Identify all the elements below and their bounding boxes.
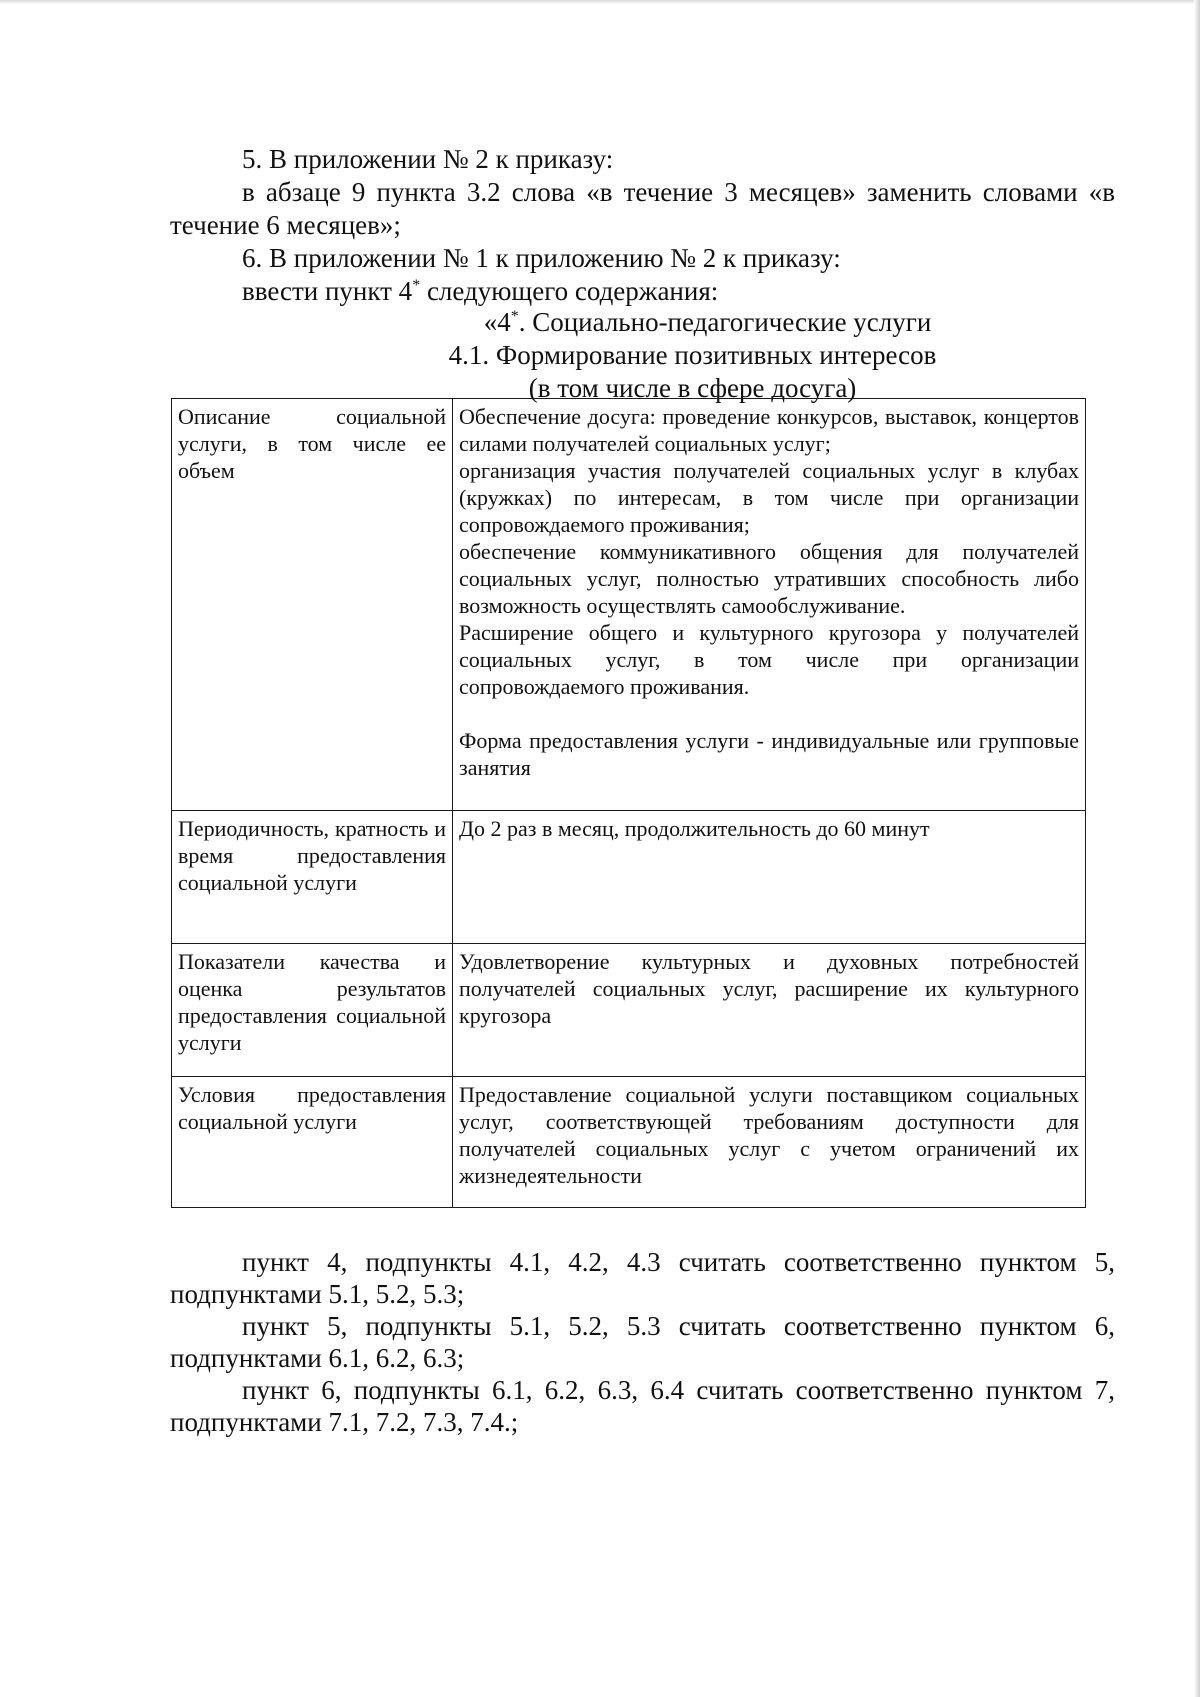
- heading-number: «4: [483, 307, 511, 337]
- scan-shadow-top: [0, 0, 1200, 4]
- row-value-quality: Удовлетворение культурных и духовных потребностей получателей социальных услуг, расширение их культурного кругозора: [453, 944, 1086, 1077]
- heading-asterisk: *: [510, 308, 519, 325]
- heading-title: . Социально-педагогические услуги: [518, 307, 932, 337]
- row-value-conditions: Предоставление социальной услуги поставщиком социальных услуг, соответствующей требованиям доступности для получателей социальных услуг с учетом ограничений их жизнедеятельности: [453, 1077, 1086, 1208]
- outro-section: [170, 1246, 1115, 1438]
- intro-paragraph-vvesti: [170, 275, 1115, 308]
- intro-paragraph-6: 6. В приложении № 1 к приложению № 2 к приказу:: [242, 243, 841, 273]
- intro-paragraph-5: 5. В приложении № 2 к приказу:: [242, 144, 614, 174]
- description-line: Обеспечение досуга: проведение конкурсов, выставок, концертов силами получателей социальных услуг;: [459, 404, 1079, 456]
- table-row: [172, 811, 1086, 944]
- row-label-quality: Показатели качества и оценка результатов предоставления социальной услуги: [172, 944, 453, 1077]
- outro-paragraph-1: пункт 4, подпункты 4.1, 4.2, 4.3 считать соответственно пунктом 5, подпунктами 5.1, 5.2, 5.3;: [170, 1247, 1115, 1309]
- asterisk-superscript: *: [412, 277, 421, 294]
- intro-vvesti-rest: следующего содержания:: [420, 276, 719, 306]
- table-row: [172, 1077, 1086, 1208]
- description-form: Форма предоставления услуги - индивидуальные или групповые занятия: [459, 728, 1079, 780]
- heading-line-3: (в том числе в сфере досуга): [528, 373, 857, 403]
- row-value-periodicity: До 2 раз в месяц, продолжительность до 60 минут: [453, 811, 1086, 944]
- description-line: организация участия получателей социальных услуг в клубах (кружках) по интересам, в том числе при организации сопровождаемого проживания;: [459, 458, 1079, 537]
- heading-line-1: [170, 306, 1115, 339]
- description-line: обеспечение коммуникативного общения для получателей социальных услуг, полностью утративших способность либо возможность осуществлять самообслуживание.: [459, 539, 1079, 618]
- service-table: [171, 398, 1086, 1208]
- service-heading: [170, 306, 1115, 405]
- description-line: Расширение общего и культурного кругозора у получателей социальных услуг, в том числе при организации сопровождаемого проживания.: [459, 620, 1079, 699]
- table-row: [172, 944, 1086, 1077]
- description-spacer: [459, 700, 1079, 727]
- intro-section: [170, 143, 1115, 308]
- row-value-description: [453, 399, 1086, 811]
- row-label-periodicity: Периодичность, кратность и время предоставления социальной услуги: [172, 811, 453, 944]
- heading-line-2: 4.1. Формирование позитивных интересов: [448, 340, 937, 370]
- intro-paragraph-abzac: в абзаце 9 пункта 3.2 слова «в течение 3 месяцев» заменить словами «в течение 6 месяцев»;: [170, 177, 1115, 240]
- row-label-description: Описание социальной услуги, в том числе ее объем: [172, 399, 453, 811]
- outro-paragraph-3: пункт 6, подпункты 6.1, 6.2, 6.3, 6.4 считать соответственно пунктом 7, подпунктами 7.1, 7.2, 7.3, 7.4.;: [170, 1375, 1115, 1437]
- table-row: [172, 399, 1086, 811]
- row-label-conditions: Условия предоставления социальной услуги: [172, 1077, 453, 1208]
- outro-paragraph-2: пункт 5, подпункты 5.1, 5.2, 5.3 считать соответственно пунктом 6, подпунктами 6.1, 6.2, 6.3;: [170, 1311, 1115, 1373]
- intro-vvesti-text: ввести пункт 4: [242, 276, 413, 306]
- scan-shadow-right: [1194, 0, 1200, 1697]
